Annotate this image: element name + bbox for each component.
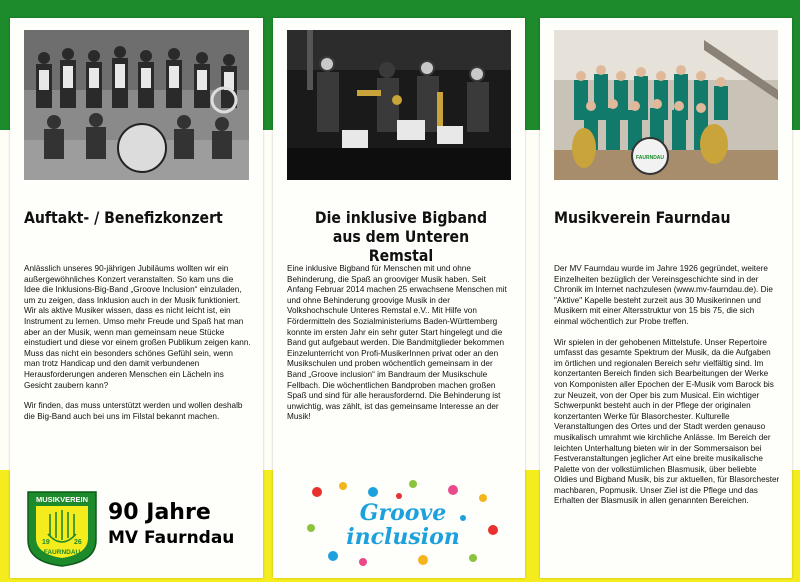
bigband-photo-image bbox=[287, 30, 511, 180]
historic-band-photo-image bbox=[24, 30, 249, 180]
historic-band-photo bbox=[24, 30, 249, 180]
panel1-paragraph-2: Wir finden, das muss unterstützt werden und wollen deshalb die Big-Band auch bei uns im Filstal bekannt machen. bbox=[24, 401, 243, 421]
panel3-paragraph-1: Der MV Faurndau wurde im Jahre 1926 gegründet, weitere Einzelheiten bezüglich der Vereinsgeschichte sind in der Chronik im Internet nachzulesen (www.mv-faurndau.de). Die "Aktive" Kapelle besteht zurzeit aus 30 Musikerinnen und Musikern mit einer Altersstruktur von 15 bis 75, die sich einmal wöchentlich zur Probe treffen. bbox=[554, 264, 773, 326]
panel3-body bbox=[554, 264, 780, 517]
panel1-title: Auftakt- / Benefizkonzert bbox=[24, 208, 223, 227]
inclusion-word: inclusion bbox=[346, 524, 460, 550]
groove-inclusion-logo bbox=[303, 478, 503, 568]
logo-year-right: 26 bbox=[74, 539, 82, 546]
panel2-title bbox=[301, 208, 502, 265]
logo-top-text: MUSIKVEREIN bbox=[35, 495, 89, 504]
panel-musikverein bbox=[540, 18, 792, 578]
panel1-body bbox=[24, 264, 251, 432]
panel-bigband bbox=[273, 18, 525, 578]
musikverein-photo bbox=[554, 30, 778, 180]
panel2-body bbox=[287, 264, 513, 433]
panel2-title-line2: aus dem Unteren Remstal bbox=[332, 227, 470, 265]
panel2-paragraph-1: Eine inklusive Bigband für Menschen mit und ohne Behinderung, die Spaß an grooviger Musik haben. Seit Anfang Februar 2014 machen 25 erwachsene Menschen mit und ohne Behinderung groovige Musik in der Volkshochschule Unteres Remstal e.V.. Mit Hilfe von Fördermitteln des Sozialministeriums Baden-Württemberg konnte im ersten Jahr ein sehr guter Start hingelegt und die Band gut aufgebaut werden. Die Bandmitglieder bekommen Einzelunterricht von Profi-MusikerInnen privat oder an den Musikschulen und proben wöchentlich gemeinsam in der Band „Groove inclusion“ im Bandraum der Musikschule Fellbach. Die wöchentlichen Bandproben machen großen Spaß und sind für alle herausfordernd. Die Behinderung ist unwichtig, was zählt, ist das gemeinsame Interesse an der Musik! bbox=[287, 264, 507, 422]
musikverein-logo bbox=[24, 488, 100, 568]
logo-bottom-text: FAURNDAU bbox=[43, 549, 81, 556]
jubilee-subheading: MV Faurndau bbox=[108, 528, 235, 548]
panel3-paragraph-2: Wir spielen in der gehobenen Mittelstufe. Unser Repertoire umfasst das gesamte Spektrum der Musik, da die Aufgaben im örtlichen und regionalen Bereich sehr vielfältig sind. Im konzertanten Bereich finden sich Bearbeitungen der Werke von Komponisten aller Epochen der E-Musik vom Barock bis zur Neuzeit, von der Oper bis zum Musical. Ein wichtiger Schwerpunkt besteht auch in der Pflege der originalen konzertanten Werke für Blasorchester. Kulturelle Veranstaltungen des Ortes und der Stadt werden genauso musikalisch umrahmt wie kirchliche Anlässe. Im Bereich der leichten Unterhaltung bieten wir in der Sommersaison bei Festveranstaltungen jeglicher Art eine breite musikalische Palette von der volkstümlichen Blasmusik, über beliebte Oldies und Bigband Musik, bis zur aktuellen, für Blasorchester machbaren, Popmusik. Unser Ziel ist die Pflege und das Erhalten der Blasmusik in allen genannten Bereichen. bbox=[554, 337, 780, 506]
groove-inclusion-logo-image bbox=[303, 478, 503, 568]
panel3-title: Musikverein Faurndau bbox=[554, 208, 731, 227]
jubilee-heading: 90 Jahre bbox=[108, 500, 211, 525]
bigband-photo bbox=[287, 30, 511, 180]
jubilee-logo-block bbox=[24, 488, 264, 568]
panel2-title-line1: Die inklusive Bigband bbox=[314, 208, 488, 227]
groove-word: Groove bbox=[359, 500, 447, 526]
drum-label: FAURNDAU bbox=[635, 155, 665, 161]
logo-year-left: 19 bbox=[42, 539, 50, 546]
panel-benefizkonzert bbox=[10, 18, 263, 578]
panel1-paragraph-1: Anlässlich unseres 90-jährigen Jubiläums wollten wir ein außergewöhnliches Konzert veranstalten. So kam uns die Idee die Inklusions-Big-Band „Groove Inclusion“ einzuladen, um zu zeigen, dass Inklusion auch in der Musik funktioniert. Wir als aktive Musiker wissen, dass es nicht leicht ist, ein Instrument zu lernen. Umso mehr Freude und Spaß hat man aber an der Musik, wenn man gemeinsam neue Stücke einstudiert und diese vor einem großen Publikum zeigen kann. Muss das nicht ein besonders schönes Gefühl sein, wenn man trotz Handicap und den damit verbundenen Herausforderungen anderen Menschen ein Lächeln ins Gesicht zaubern kann? bbox=[24, 264, 251, 390]
musikverein-photo-image bbox=[554, 30, 778, 180]
